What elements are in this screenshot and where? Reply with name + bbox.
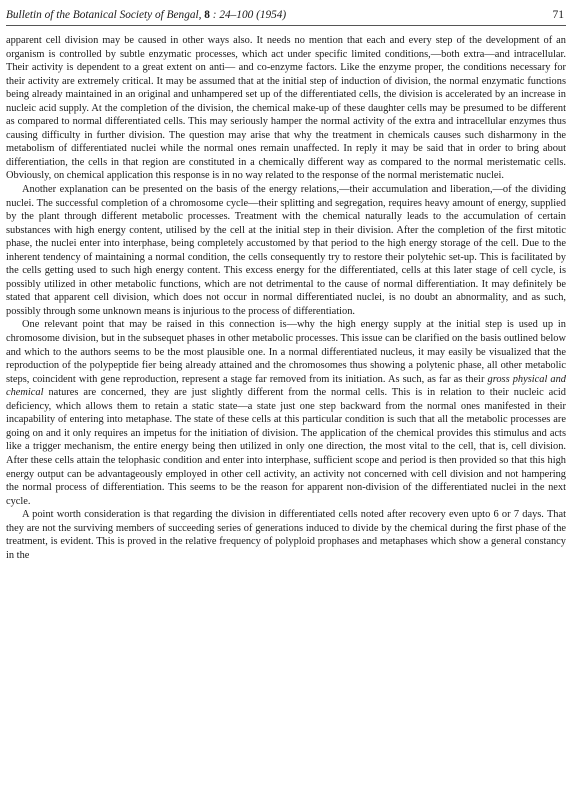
journal-citation <box>6 8 286 22</box>
paragraph-text: A point worth consideration is that regarding the division in differentiated cells noted after recovery even upto 6 or 7 days. That they are not the surviving members of succeeding series of generations induced to divide by the chemical during the first phase of the treatment, is evident. This is proved in the relative frequency of polyploid prophases and metaphases which show a general constancy in the <box>6 509 566 561</box>
page-number: 71 <box>552 9 564 21</box>
journal-pages-year: : 24–100 (1954) <box>212 9 287 21</box>
journal-page <box>6 8 566 795</box>
paragraph-text: natures are concerned, they are just slightly different from the normal cells. This is in relation to their nucleic acid deficiency, which allows them to retain a static state—a state just one step backward from the normal ones manifested in their incapability of entering into metaphase. The state of these cells at this particular condition is such that all the metabolic processes are going on and it only requires an impetus for the initiation of division. The application of the chemical provides this stimulus and acts like a trigger mechanism, the entire energy being then utilized in only one direction, the most vital to the cell, that is, cell division. After these cells attain the telophasic condition and enter into interphase, sufficient scope and period is then provided so that this high energy output can be advantageously employed in other cell activity, an activity not concerned with cell division and not hampering the normal process of differentiation. This seems to be the reason for apparent non-division of the differentiated nuclei in the next cycle. <box>6 387 566 507</box>
journal-volume: 8 <box>204 9 210 21</box>
paragraph <box>6 183 566 318</box>
paragraph-text: Another explanation can be presented on the basis of the energy relations,—their accumulation and liberation,—of the dividing nuclei. The successful completion of a chromosome cycle—their splitting and segregation, requires heavy amount of energy, supplied by the plant through different metabolic processes. Treatment with the chemical naturally leads to the accumulation of certain substances with high energy content, utilised by the cell at the initial step in their division. After the completion of the first mitotic phase, the nuclei enter into interphase, being completely accustomed by that period to the high energy storage of the cell. Due to the inherent tendency of maintaining a normal condition, the cells consequently try to restore their polytehic set-up. This is facilitated by the cells getting used to such high energy content. This excess energy for the differentiated, cells at this later stage of cell cycle, is possibly utilized in other metabolic functions, which are not detrimental to the cause of normal differentiation. It may definitely be stated that apparent cell division, which does not occur in normal differentiated nuclei, is no doubt an abnormality, and as such, possibly through some unknown means is injurious to the process of differentiation. <box>6 184 566 317</box>
article-body <box>6 34 566 562</box>
paragraph <box>6 34 566 183</box>
running-header <box>6 8 566 26</box>
paragraph <box>6 508 566 562</box>
paragraph-text: apparent cell division may be caused in other ways also. It needs no mention that each and every step of the development of an organism is controlled by subtle enzymatic processes, which act under specific limited conditions,—both extra—and intracellular. Their activity is dependent to a great extent on anti— and co-enzyme factors. Like the enzyme proper, the conditions necessary for their activity are extremely critical. It may be assumed that at the initial step of induction of division, the normal enzymatic functions being already maintained in an original and unhampered set up of the differentiated cells, the division is accelerated by an increase in nucleic acid supply. At the completion of the division, the chemical make-up of these daughter cells may be presumed to be different as compared to normal differentiated cells. This may seriously hamper the normal activity of the extra and intracellular enzymes thus causing difficulty in further division. The question may arise that why the treatment in chemicals causes such disharmony in the metabolism of differentiated nuclei while the normal ones remain unaffected. In reply it may be said that in order to bring about differentiation, the cells in that region are constituted in a chemically different way as compared to the normal meristematic cells. Obviously, on chemical application this response is in no way related to the response of the normal meristematic nuclei. <box>6 35 566 182</box>
paragraph <box>6 318 566 508</box>
italic-phrase: gross physical and chemical <box>6 373 566 399</box>
paragraph-text: One relevant point that may be raised in this connection is—why the high energy supply at the initial step is used up in chromosome division, but in the subsequet phases in other metabolic processes. This issue can be clarified on the basis outlined below and which to the authors seems to be the most plausible one. In a normal differentiated nucleus, it may easily be visualized that the reproduction of the polypeptide fier being already attained and the chromosomes thus showing a polytenic phase, all other metabolic steps, coincident with gene reproduction, represent a stage far removed from its initiation. As such, as far as their <box>6 319 566 385</box>
journal-title: Bulletin of the Botanical Society of Bengal, <box>6 9 202 21</box>
